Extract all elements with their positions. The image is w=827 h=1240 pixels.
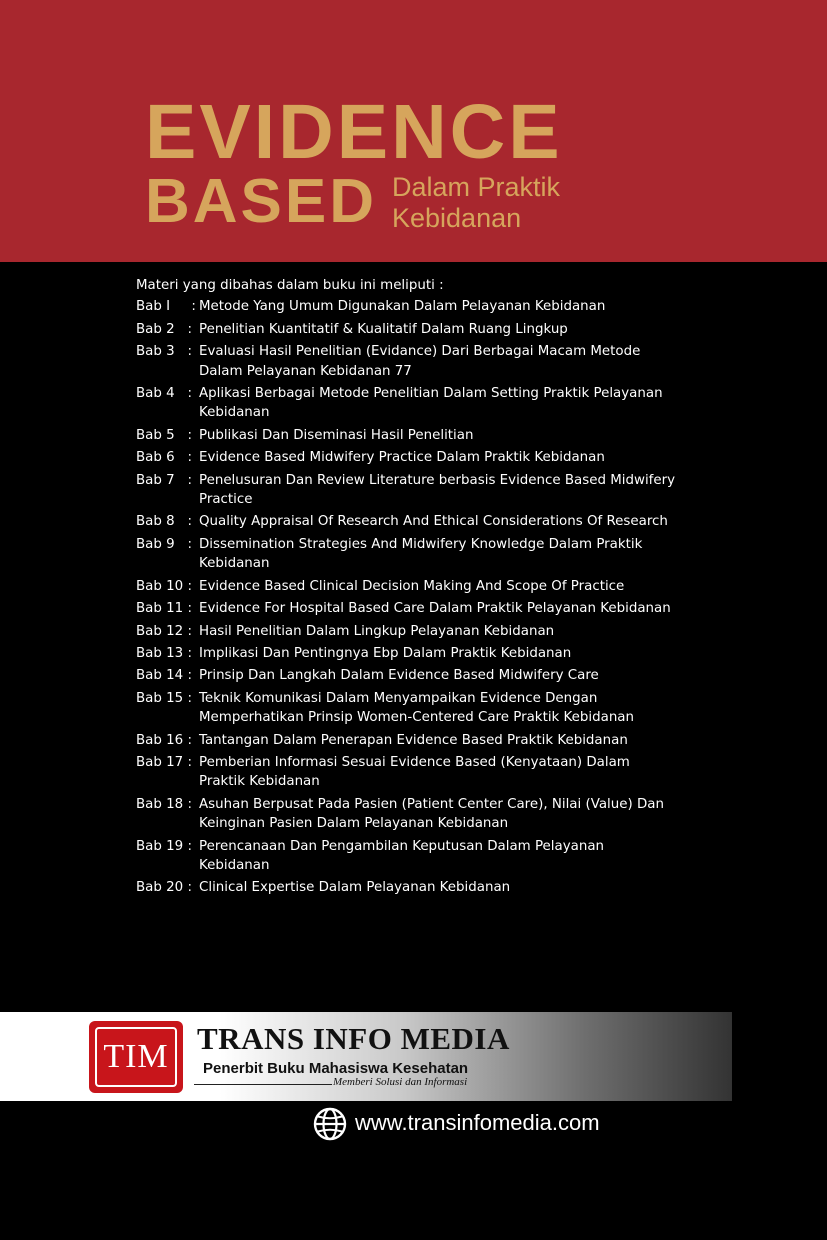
chapter-item (136, 622, 676, 641)
chapter-item (136, 878, 676, 897)
chapter-title: Evidence Based Clinical Decision Making And Scope Of Practice (199, 578, 625, 594)
chapter-item (136, 342, 676, 381)
chapter-number: Bab 11 : (136, 601, 192, 617)
publisher-tagline: Penerbit Buku Mahasiswa Kesehatan (203, 1060, 469, 1077)
chapter-number: Bab 13 : (136, 645, 192, 661)
chapter-title: Evaluasi Hasil Penelitian (Evidance) Dari Berbagai Macam Metode Dalam Pelayanan Kebidanan 77 (199, 344, 641, 379)
chapter-number: Bab 10 : (136, 578, 192, 594)
cover-title-evidence: EVIDENCE (145, 89, 563, 175)
chapter-number: Bab 15 : (136, 690, 192, 706)
chapter-item (136, 599, 676, 618)
chapter-number: Bab 6 : (136, 450, 192, 466)
chapter-title: Prinsip Dan Langkah Dalam Evidence Based Midwifery Care (199, 668, 599, 684)
cover-title-based: BASED (145, 167, 378, 236)
chapter-title: Penelusuran Dan Review Literature berbasis Evidence Based Midwifery Practice (199, 472, 676, 508)
cover-subtitle-line2: Kebidanan (392, 203, 522, 233)
publisher-motto: Memberi Solusi dan Informasi (333, 1076, 468, 1088)
motto-divider (194, 1084, 332, 1085)
publisher-logo (89, 1021, 183, 1093)
publisher-name: TRANS INFO MEDIA (197, 1021, 510, 1056)
chapter-number: Bab 14 : (136, 668, 192, 684)
publisher-website[interactable]: www.transinfomedia.com (355, 1110, 600, 1135)
chapter-item (136, 297, 676, 316)
chapter-title: Implikasi Dan Pentingnya Ebp Dalam Praktik Kebidanan (199, 645, 572, 661)
chapter-title: Teknik Komunikasi Dalam Menyampaikan Evidence Dengan Memperhatikan Prinsip Women-Centered Care Praktik Kebidanan (199, 690, 635, 726)
chapter-number: Bab 18 : (136, 796, 192, 812)
chapter-title: Asuhan Berpusat Pada Pasien (Patient Center Care), Nilai (Value) Dan Keinginan Pasien Dalam Pelayanan Kebidanan (199, 796, 664, 832)
chapter-item (136, 448, 676, 467)
chapter-title: Quality Appraisal Of Research And Ethical Considerations Of Research (199, 514, 668, 530)
chapter-item (136, 384, 676, 423)
chapter-title: Pemberian Informasi Sesuai Evidence Based (Kenyataan) Dalam Praktik Kebidanan (199, 754, 630, 790)
chapter-title: Evidence For Hospital Based Care Dalam Praktik Pelayanan Kebidanan (199, 601, 671, 617)
chapter-item (136, 795, 676, 834)
chapter-title: Dissemination Strategies And Midwifery Knowledge Dalam Praktik Kebidanan (199, 536, 643, 572)
chapter-item (136, 731, 676, 750)
table-of-contents (136, 276, 676, 901)
chapter-item (136, 535, 676, 574)
chapter-title: Perencanaan Dan Pengambilan Keputusan Dalam Pelayanan Kebidanan (199, 838, 605, 873)
contents-intro: Materi yang dibahas dalam buku ini meliputi : (136, 278, 444, 293)
chapter-item (136, 320, 676, 339)
chapter-title: Penelitian Kuantitatif & Kualitatif Dalam Ruang Lingkup (199, 321, 568, 337)
chapter-number: Bab 2 : (136, 321, 192, 337)
chapter-title: Tantangan Dalam Penerapan Evidence Based Praktik Kebidanan (199, 732, 628, 748)
chapter-item (136, 644, 676, 663)
chapter-number: Bab 4 : (136, 386, 192, 402)
globe-icon (313, 1107, 347, 1141)
chapter-number: Bab 16 : (136, 732, 192, 748)
chapter-number: Bab I : (136, 299, 196, 315)
chapter-list (136, 297, 676, 897)
chapter-item (136, 666, 676, 685)
chapter-item (136, 753, 676, 792)
chapter-title: Evidence Based Midwifery Practice Dalam Praktik Kebidanan (199, 450, 605, 466)
chapter-number: Bab 3 : (136, 344, 192, 360)
chapter-item (136, 426, 676, 445)
chapter-item (136, 471, 676, 510)
chapter-number: Bab 9 : (136, 536, 192, 552)
chapter-title: Clinical Expertise Dalam Pelayanan Kebidanan (199, 880, 511, 896)
chapter-number: Bab 19 : (136, 838, 192, 854)
cover-subtitle (392, 172, 560, 234)
chapter-item (136, 837, 676, 876)
chapter-number: Bab 12 : (136, 623, 192, 639)
chapter-number: Bab 20 : (136, 880, 192, 896)
chapter-title: Aplikasi Berbagai Metode Penelitian Dalam Setting Praktik Pelayanan Kebidanan (199, 386, 663, 421)
chapter-item (136, 512, 676, 531)
chapter-title: Metode Yang Umum Digunakan Dalam Pelayanan Kebidanan (199, 299, 606, 315)
chapter-title: Hasil Penelitian Dalam Lingkup Pelayanan Kebidanan (199, 623, 555, 639)
chapter-number: Bab 17 : (136, 754, 192, 770)
publisher-logo-text: TIM (95, 1027, 177, 1087)
chapter-item (136, 689, 676, 728)
cover-subtitle-line1: Dalam Praktik (392, 172, 561, 202)
chapter-number: Bab 5 : (136, 427, 192, 443)
chapter-title: Publikasi Dan Diseminasi Hasil Penelitian (199, 427, 474, 443)
chapter-item (136, 577, 676, 596)
chapter-number: Bab 7 : (136, 472, 192, 488)
chapter-number: Bab 8 : (136, 514, 192, 530)
